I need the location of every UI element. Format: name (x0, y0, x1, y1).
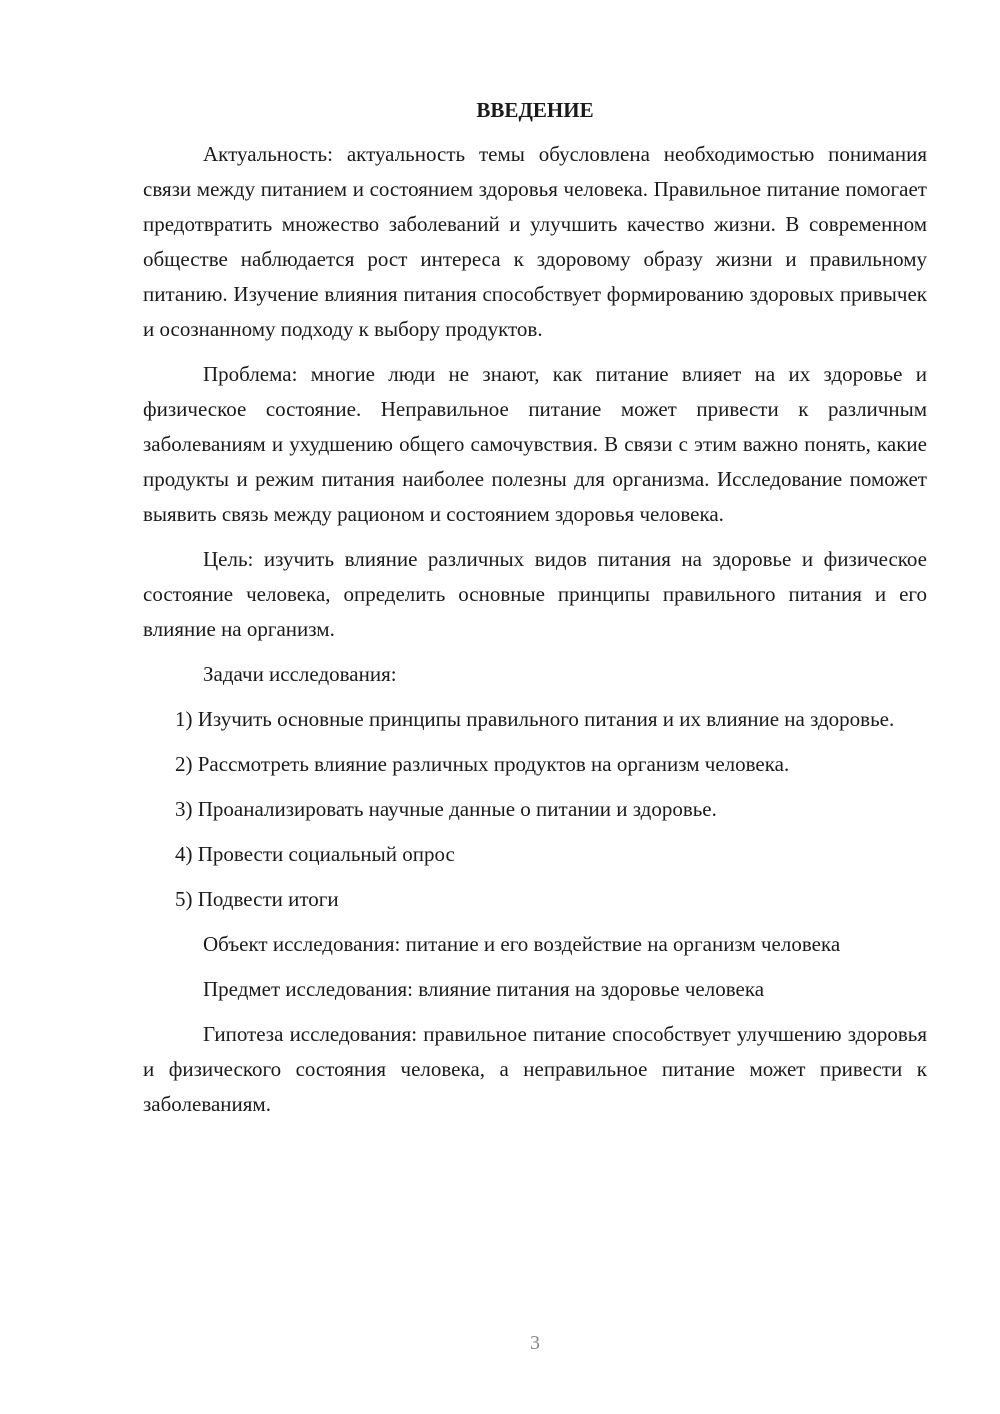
paragraph-goal: Цель: изучить влияние различных видов питания на здоровье и физическое состояние человека, определить основные принципы правильного питания и его влияние на организм. (143, 547, 927, 641)
paragraph-object: Объект исследования: питание и его воздействие на организм человека (203, 932, 841, 956)
task-item-4: 4) Провести социальный опрос (175, 842, 455, 866)
task-item-5: 5) Подвести итоги (175, 887, 339, 911)
document-page (143, 95, 927, 1132)
paragraph-hypothesis: Гипотеза исследования: правильное питание способствует улучшению здоровья и физического состояния человека, а неправильное питание может привести к заболеваниям. (143, 1022, 927, 1116)
paragraph-problem: Проблема: многие люди не знают, как питание влияет на их здоровье и физическое состояние. Неправильное питание может привести к различным заболеваниям и ухудшению общего самочувствия. В связи с этим важно понять, какие продукты и режим питания наиболее полезны для организма. Исследование поможет выявить связь между рационом и состоянием здоровья человека. (143, 362, 927, 526)
paragraph-relevance: Актуальность: актуальность темы обусловлена необходимостью понимания связи между питанием и состоянием здоровья человека. Правильное питание помогает предотвратить множество заболеваний и улучшить качество жизни. В современном обществе наблюдается рост интереса к здоровому образу жизни и правильному питанию. Изучение влияния питания способствует формированию здоровых привычек и осознанному подходу к выбору продуктов. (143, 142, 927, 341)
tasks-heading: Задачи исследования: (203, 662, 397, 686)
task-item-3: 3) Проанализировать научные данные о питании и здоровье. (175, 797, 717, 821)
section-title: ВВЕДЕНИЕ (476, 98, 594, 122)
task-item-2: 2) Рассмотреть влияние различных продуктов на организм человека. (175, 752, 790, 776)
paragraph-subject: Предмет исследования: влияние питания на здоровье человека (203, 977, 765, 1001)
page-number: 3 (530, 1332, 540, 1354)
task-item-1: 1) Изучить основные принципы правильного питания и их влияние на здоровье. (175, 707, 895, 731)
